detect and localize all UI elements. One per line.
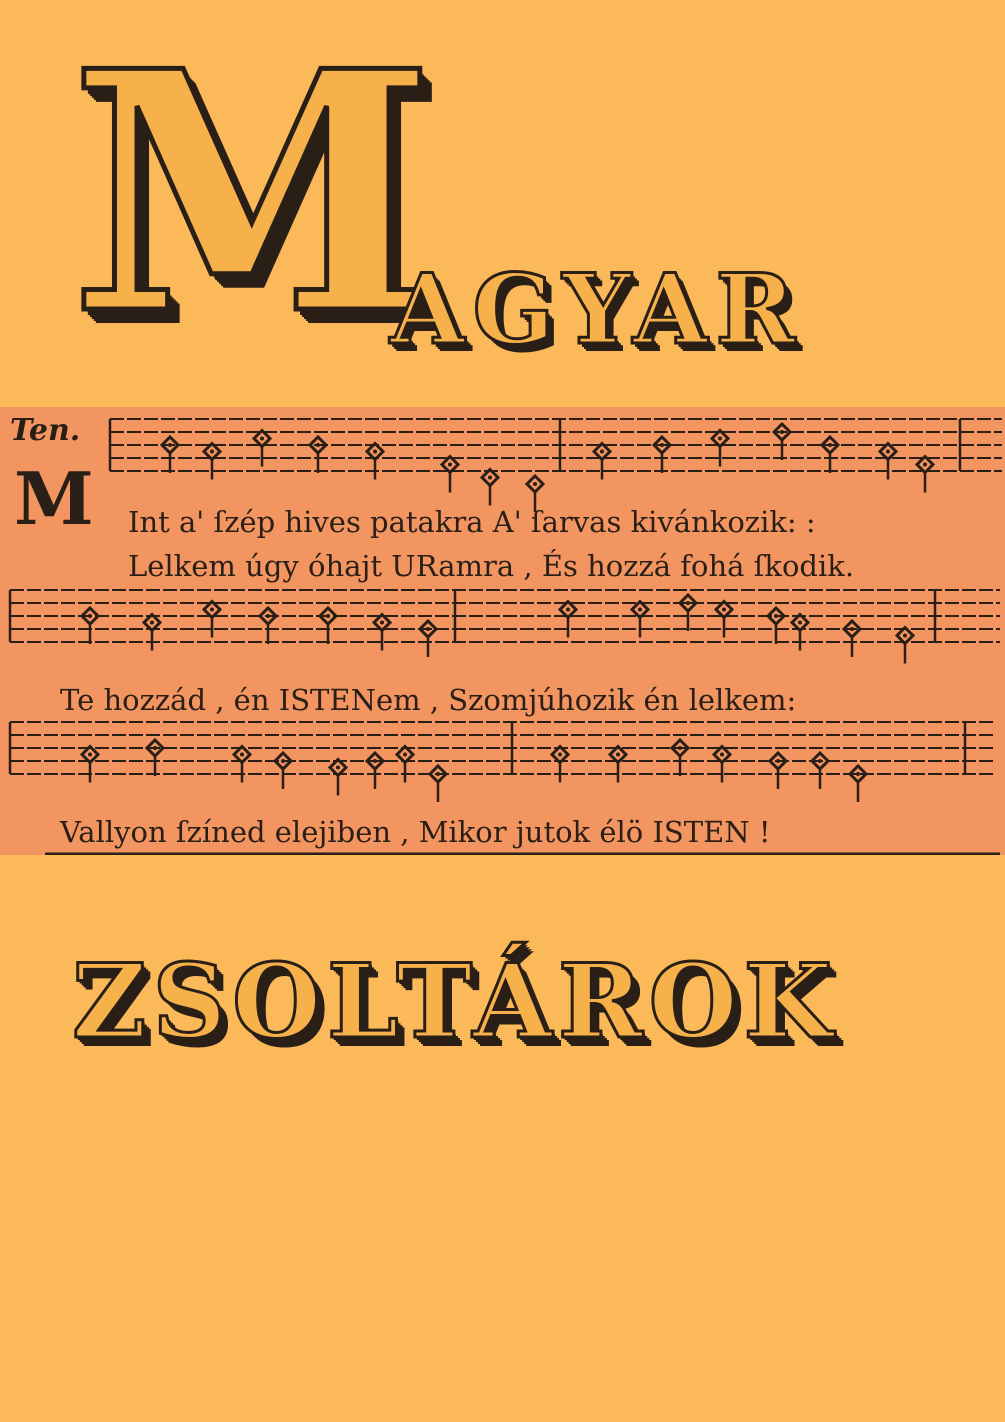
note [632,602,648,638]
note [367,444,383,480]
note [482,470,498,506]
note [812,753,828,789]
note [162,437,178,473]
note [204,602,220,638]
drop-cap: M [14,456,94,541]
note [275,753,291,789]
note [654,437,670,473]
note [260,608,276,644]
note [147,740,163,776]
note [397,747,413,783]
note [204,444,220,480]
note [420,621,436,657]
note [254,431,270,467]
note [310,437,326,473]
note [320,608,336,644]
note [442,457,458,493]
lyric-line-1: Int a' ſzép hives patakra A' ſarvas kivánkozik: : [128,505,816,539]
note [430,766,446,802]
note [844,621,860,657]
note [82,608,98,644]
note [897,628,913,664]
lyric-line-2: Lelkem úgy óhajt URamra , És hozzá fohá ſkodik. [128,549,855,583]
title-rest: AGYAR [390,253,804,366]
note [768,608,784,644]
note [850,766,866,802]
note [234,747,250,783]
ornamental-initial-m: M [70,0,436,387]
note [917,457,933,493]
lyric-line-4: Vallyon ſzíned elejiben , Mikor jutok élö ISTEN ! [60,815,771,849]
note [374,615,390,651]
note [560,602,576,638]
note [770,753,786,789]
note [552,747,568,783]
note [880,444,896,480]
note [680,595,696,631]
title-zsoltarok: ZSOLTÁROK [72,942,839,1062]
note [672,740,688,776]
note [594,444,610,480]
music-staves [0,407,1005,855]
note [716,602,732,638]
note [610,747,626,783]
note [792,615,808,651]
title-magyar [70,0,870,387]
lyric-line-3: Te hozzád , én ISTENem , Szomjúhozik én lelkem: [60,683,797,717]
note [82,747,98,783]
voice-label: Ten. [10,413,81,448]
note [774,424,790,460]
note [822,437,838,473]
note [714,747,730,783]
note [367,753,383,789]
note [712,431,728,467]
note [330,760,346,796]
note [144,615,160,651]
music-score-band [0,407,1005,855]
